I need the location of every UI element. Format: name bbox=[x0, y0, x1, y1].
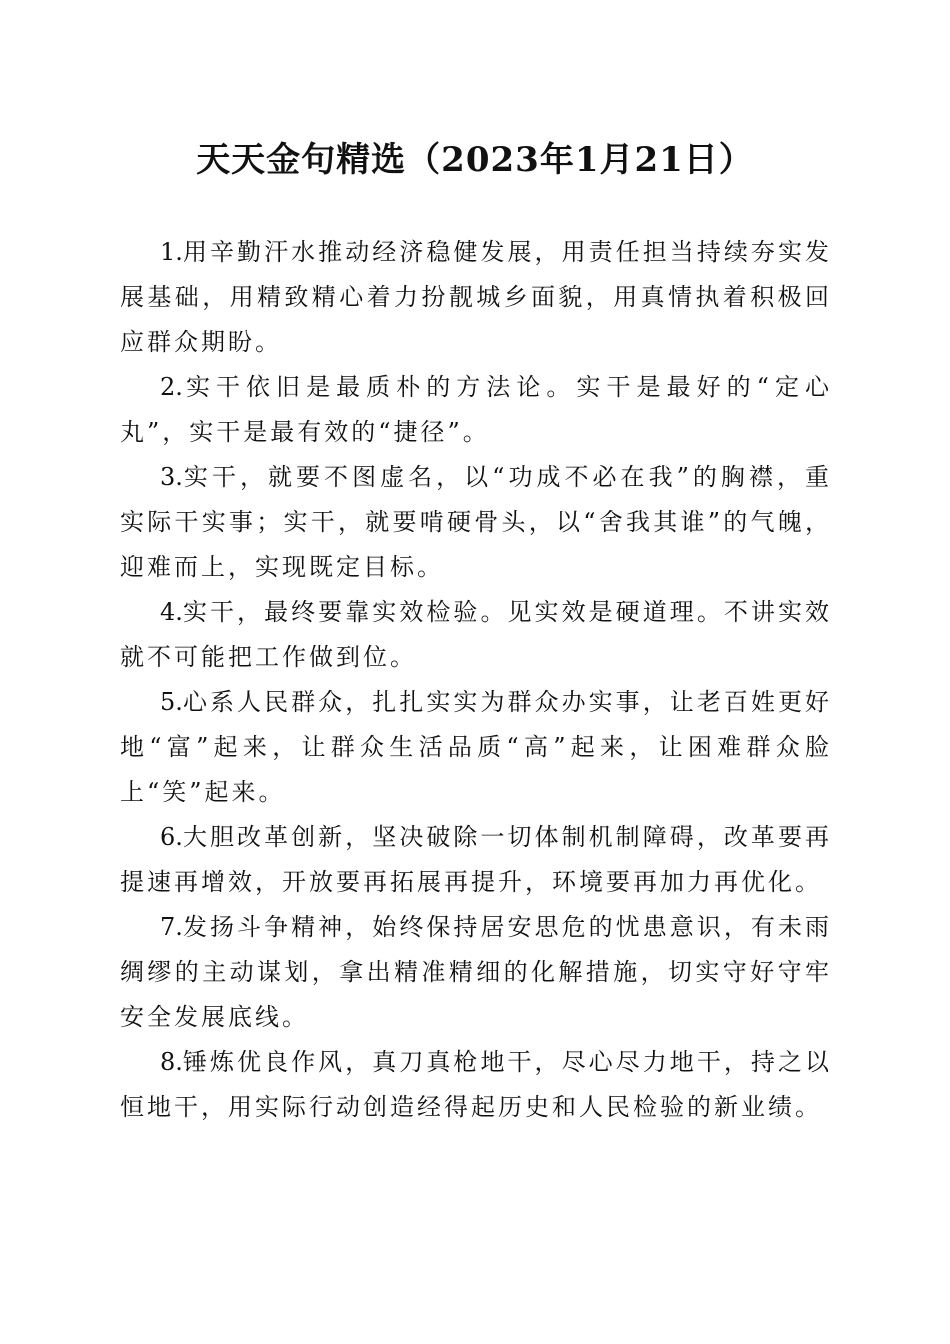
paragraph-1 bbox=[120, 230, 832, 365]
paragraph-text: 实干，最终要靠实效检验。见实效是硬道理。不讲实效就不可能把工作做到位。 bbox=[120, 598, 832, 671]
paragraph-4 bbox=[120, 590, 832, 680]
paragraph-5 bbox=[120, 680, 832, 815]
paragraph-text: 心系人民群众，扎扎实实为群众办实事，让老百姓更好地“富”起来，让群众生活品质“高”起来，让困难群众脸上“笑”起来。 bbox=[120, 688, 832, 806]
paragraph-text: 用辛勤汗水推动经济稳健发展，用责任担当持续夯实发展基础，用精致精心着力扮靓城乡面貌，用真情执着积极回应群众期盼。 bbox=[120, 238, 832, 356]
paragraph-text: 大胆改革创新，坚决破除一切体制机制障碍，改革要再提速再增效，开放要再拓展再提升，环境要再加力再优化。 bbox=[120, 823, 832, 896]
paragraph-number: 1. bbox=[160, 238, 183, 266]
paragraph-number: 5. bbox=[160, 688, 183, 716]
paragraph-text: 锤炼优良作风，真刀真枪地干，尽心尽力地干，持之以恒地干，用实际行动创造经得起历史和人民检验的新业绩。 bbox=[120, 1048, 832, 1121]
paragraph-number: 2. bbox=[160, 373, 183, 401]
paragraph-text: 发扬斗争精神，始终保持居安思危的忧患意识，有未雨绸缪的主动谋划，拿出精准精细的化解措施，切实守好守牢安全发展底线。 bbox=[120, 913, 832, 1031]
paragraph-6 bbox=[120, 815, 832, 905]
paragraph-number: 3. bbox=[160, 463, 183, 491]
paragraph-number: 4. bbox=[160, 598, 183, 626]
paragraph-3 bbox=[120, 455, 832, 590]
paragraph-text: 实干，就要不图虚名，以“功成不必在我”的胸襟，重实际干实事；实干，就要啃硬骨头，以“舍我其谁”的气魄，迎难而上，实现既定目标。 bbox=[120, 463, 832, 581]
paragraph-number: 6. bbox=[160, 823, 183, 851]
document-title: 天天金句精选（2023年1月21日） bbox=[196, 140, 754, 180]
paragraph-number: 7. bbox=[160, 913, 183, 941]
paragraph-8 bbox=[120, 1040, 832, 1130]
paragraph-text: 实干依旧是最质朴的方法论。实干是最好的“定心丸”，实干是最有效的“捷径”。 bbox=[120, 373, 832, 446]
document-body bbox=[120, 230, 832, 1130]
paragraph-2 bbox=[120, 365, 832, 455]
paragraph-number: 8. bbox=[160, 1048, 183, 1076]
paragraph-7 bbox=[120, 905, 832, 1040]
